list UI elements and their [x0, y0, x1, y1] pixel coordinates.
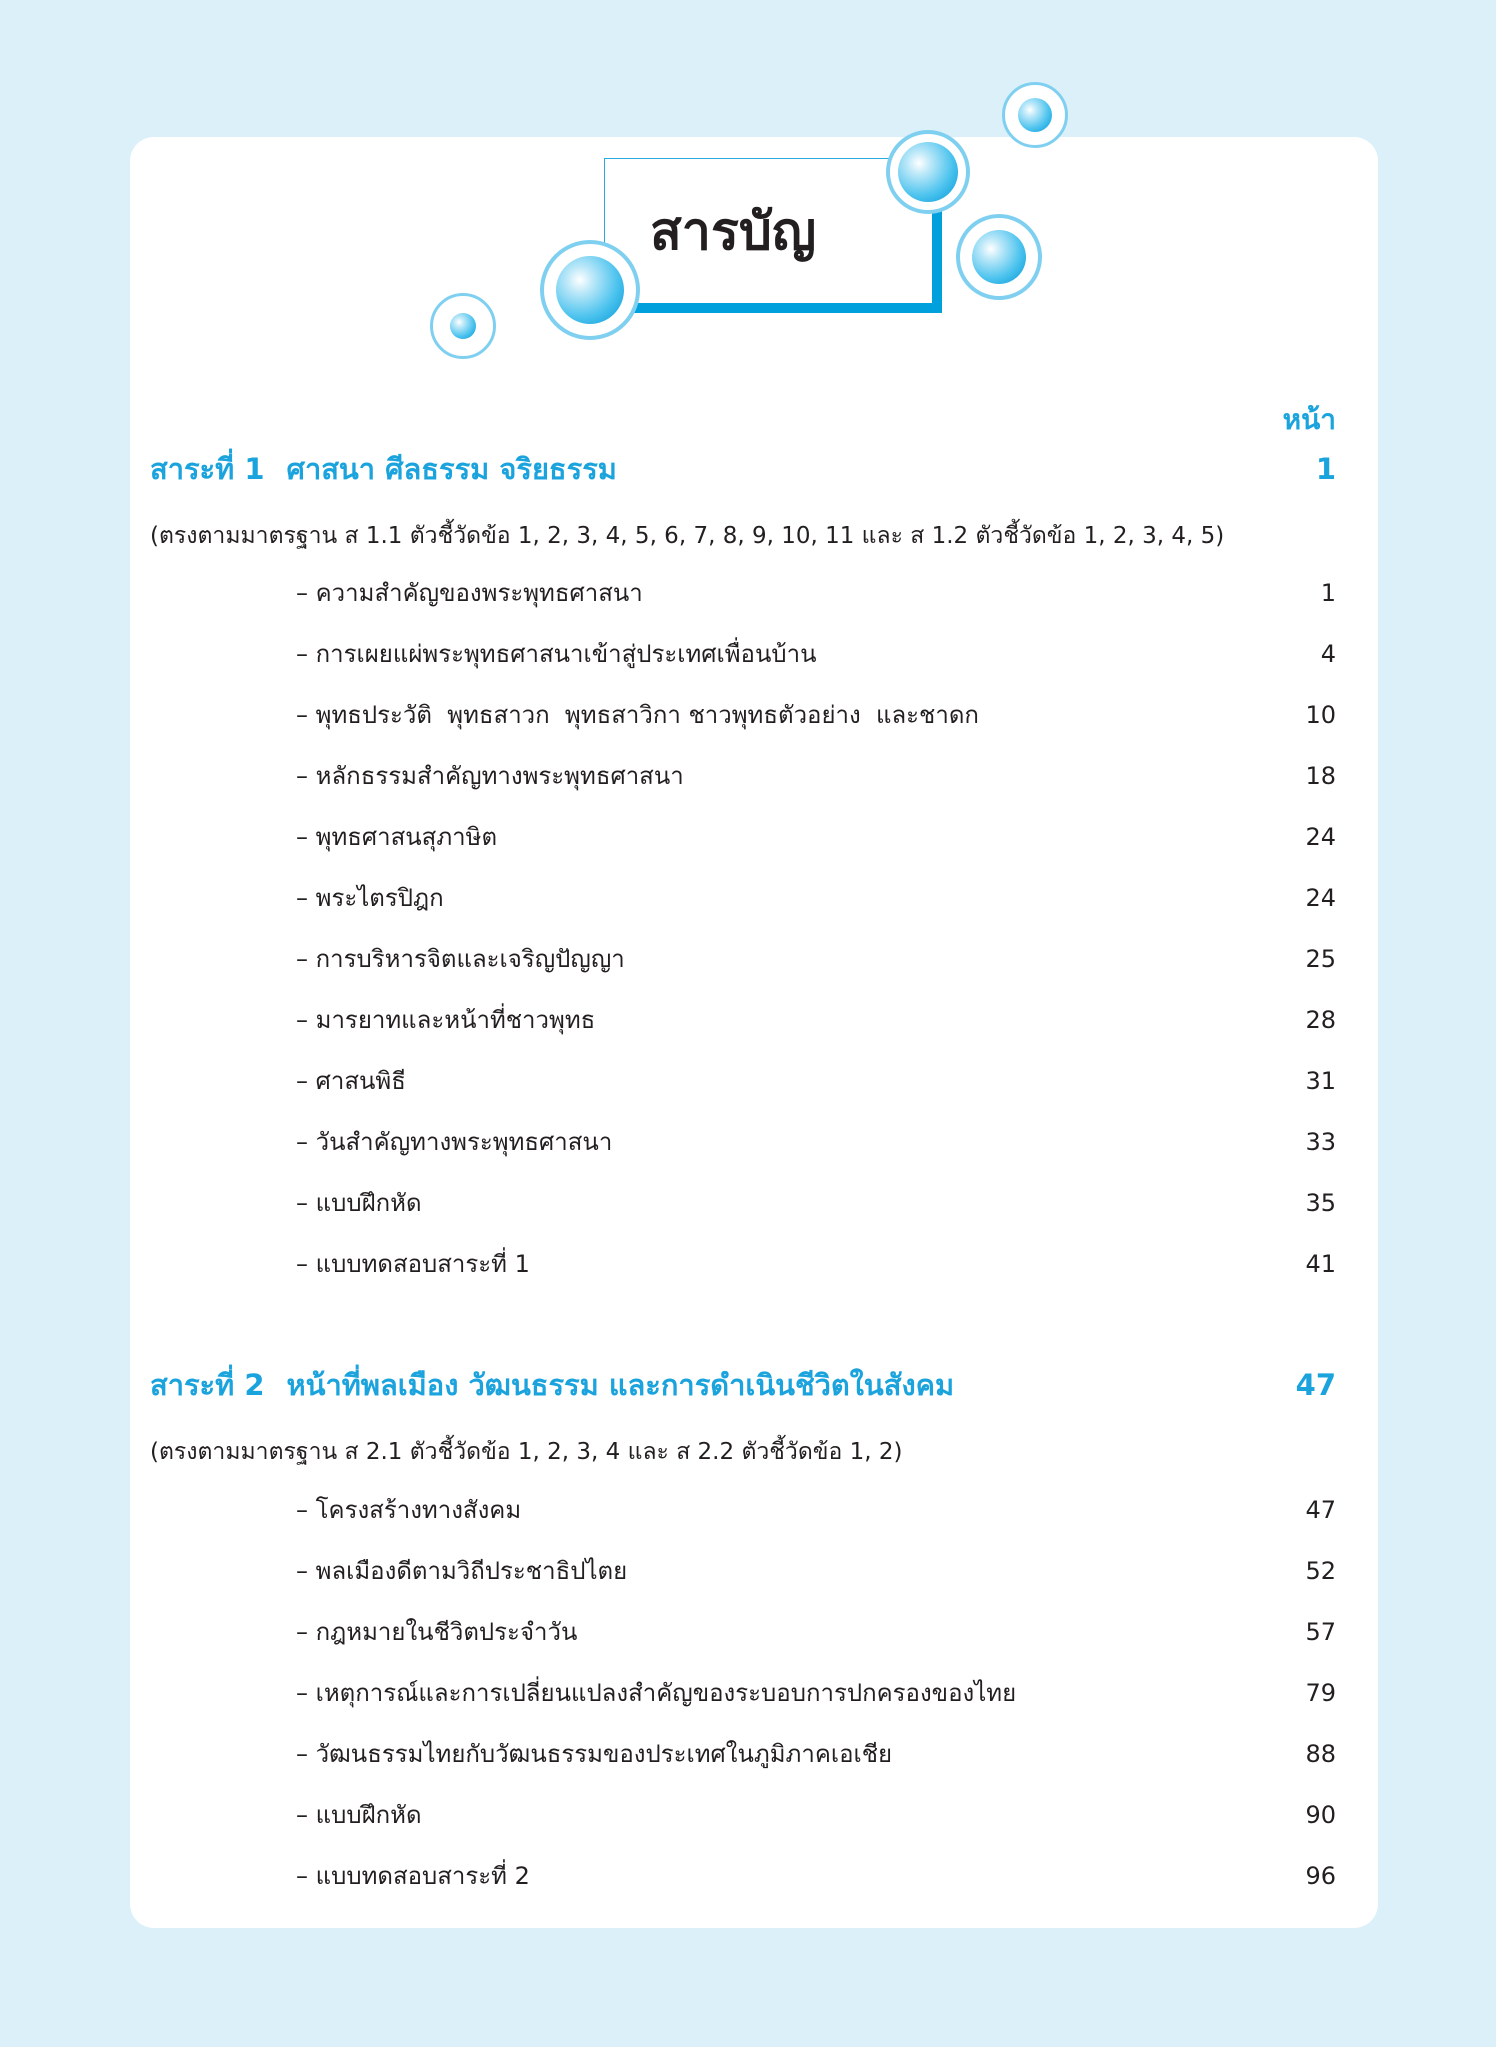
- toc-entry-label: – วัฒนธรรมไทยกับวัฒนธรรมของประเทศในภูมิภาคเอเชีย: [296, 1740, 893, 1768]
- section-standards-note: (ตรงตามมาตรฐาน ส 2.1 ตัวชี้วัดข้อ 1, 2, 3, 4 และ ส 2.2 ตัวชี้วัดข้อ 1, 2): [150, 1439, 903, 1465]
- toc-entry[interactable]: [296, 1233, 1336, 1294]
- section-standards-note: (ตรงตามมาตรฐาน ส 1.1 ตัวชี้วัดข้อ 1, 2, 3, 4, 5, 6, 7, 8, 9, 10, 11 และ ส 1.2 ตัวชี้วัดข้อ 1, 2, 3, 4, 5): [150, 523, 1225, 549]
- toc-entry-page: 79: [1305, 1678, 1336, 1707]
- toc-entry[interactable]: [296, 1601, 1336, 1662]
- page-title: สารบัญ: [650, 202, 817, 262]
- toc-entry-label: – พระไตรปิฎก: [296, 884, 444, 912]
- title-frame-shadow-bottom: [624, 303, 942, 313]
- section-title: ศาสนา ศีลธรรม จริยธรรม: [286, 452, 617, 486]
- toc-entry-label: – แบบทดสอบสาระที่ 1: [296, 1250, 530, 1278]
- bubble-decoration: [972, 230, 1026, 284]
- toc-entry[interactable]: [296, 1111, 1336, 1172]
- toc-entry-page: 24: [1305, 822, 1336, 851]
- toc-entry[interactable]: [296, 1662, 1336, 1723]
- toc-entry[interactable]: [296, 1723, 1336, 1784]
- toc-entry-label: – ความสำคัญของพระพุทธศาสนา: [296, 579, 643, 607]
- toc-entry-label: – โครงสร้างทางสังคม: [296, 1496, 522, 1524]
- toc-entry-label: – การบริหารจิตและเจริญปัญญา: [296, 945, 625, 973]
- toc-entry[interactable]: [296, 1784, 1336, 1845]
- toc-entry-page: 41: [1305, 1249, 1336, 1278]
- toc-entry[interactable]: [296, 1172, 1336, 1233]
- toc-entry-page: 1: [1320, 578, 1336, 607]
- toc-entry[interactable]: [296, 806, 1336, 867]
- toc-entry-label: – เหตุการณ์และการเปลี่ยนแปลงสำคัญของระบอบการปกครองของไทย: [296, 1679, 1017, 1707]
- toc-entry-page: 31: [1305, 1066, 1336, 1095]
- toc-entry-label: – พุทธประวัติ พุทธสาวก พุทธสาวิกา ชาวพุทธตัวอย่าง และชาดก: [296, 701, 979, 729]
- toc-entry[interactable]: [296, 867, 1336, 928]
- toc-entry-label: – แบบฝึกหัด: [296, 1801, 422, 1829]
- section-header-2[interactable]: [150, 1365, 1336, 1405]
- bubble-decoration: [898, 142, 958, 202]
- toc-entry-label: – พลเมืองดีตามวิถีประชาธิปไตย: [296, 1557, 628, 1585]
- toc-list-1: [296, 562, 1336, 1294]
- toc-entry-label: – วันสำคัญทางพระพุทธศาสนา: [296, 1128, 613, 1156]
- toc-entry[interactable]: [296, 623, 1336, 684]
- section-number: สาระที่ 2: [150, 1368, 265, 1402]
- toc-entry-page: 10: [1305, 700, 1336, 729]
- toc-entry[interactable]: [296, 562, 1336, 623]
- toc-entry[interactable]: [296, 745, 1336, 806]
- bubble-decoration: [556, 256, 624, 324]
- bubble-decoration: [450, 313, 476, 339]
- toc-entry-page: 4: [1320, 639, 1336, 668]
- toc-entry-page: 18: [1305, 761, 1336, 790]
- toc-entry-label: – มารยาทและหน้าที่ชาวพุทธ: [296, 1006, 596, 1034]
- section-header-1[interactable]: [150, 449, 1336, 489]
- toc-entry[interactable]: [296, 1050, 1336, 1111]
- toc-list-2: [296, 1479, 1336, 1906]
- section-page: 1: [1315, 452, 1336, 486]
- toc-entry[interactable]: [296, 684, 1336, 745]
- toc-entry-page: 96: [1305, 1861, 1336, 1890]
- toc-entry-page: 28: [1305, 1005, 1336, 1034]
- section-page: 47: [1295, 1368, 1336, 1402]
- toc-entry-label: – พุทธศาสนสุภาษิต: [296, 823, 498, 851]
- toc-entry-label: – แบบฝึกหัด: [296, 1189, 422, 1217]
- toc-entry-page: 24: [1305, 883, 1336, 912]
- toc-entry-page: 52: [1305, 1556, 1336, 1585]
- section-title: หน้าที่พลเมือง วัฒนธรรม และการดำเนินชีวิตในสังคม: [286, 1368, 955, 1402]
- toc-entry[interactable]: [296, 1479, 1336, 1540]
- toc-entry-page: 25: [1305, 944, 1336, 973]
- toc-entry-label: – กฎหมายในชีวิตประจำวัน: [296, 1618, 578, 1646]
- toc-entry-label: – แบบทดสอบสาระที่ 2: [296, 1862, 530, 1890]
- toc-entry[interactable]: [296, 1845, 1336, 1906]
- toc-entry-page: 33: [1305, 1127, 1336, 1156]
- toc-entry-page: 90: [1305, 1800, 1336, 1829]
- toc-entry[interactable]: [296, 928, 1336, 989]
- section-number: สาระที่ 1: [150, 452, 265, 486]
- toc-entry-label: – ศาสนพิธี: [296, 1067, 406, 1095]
- toc-entry-label: – การเผยแผ่พระพุทธศาสนาเข้าสู่ประเทศเพื่อนบ้าน: [296, 640, 817, 668]
- page-column-header: หน้า: [1282, 403, 1336, 436]
- toc-entry[interactable]: [296, 989, 1336, 1050]
- toc-entry-page: 57: [1305, 1617, 1336, 1646]
- bubble-decoration: [1018, 98, 1052, 132]
- toc-entry-label: – หลักธรรมสำคัญทางพระพุทธศาสนา: [296, 762, 684, 790]
- toc-entry-page: 47: [1305, 1495, 1336, 1524]
- toc-entry-page: 88: [1305, 1739, 1336, 1768]
- toc-entry[interactable]: [296, 1540, 1336, 1601]
- toc-entry-page: 35: [1305, 1188, 1336, 1217]
